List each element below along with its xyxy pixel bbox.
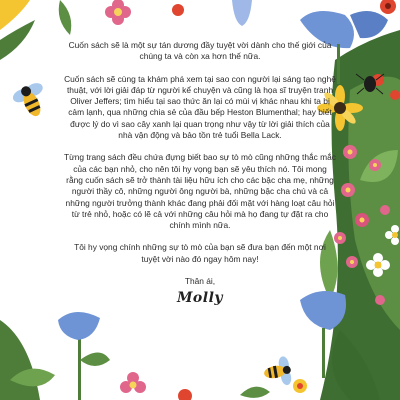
red-poppy-icon	[178, 389, 192, 400]
pink-flower-icon	[120, 372, 146, 393]
blue-flower-icon	[232, 0, 252, 26]
letter-paragraph: Cuốn sách sẽ là một sự tán dương đầy tuyệt vời dành cho thế giới của chúng ta và còn xa hơn thế nữa.	[68, 40, 332, 62]
bee-icon	[10, 80, 53, 123]
signature: Molly	[176, 290, 224, 307]
yellow-flower-icon	[293, 379, 307, 393]
red-poppy-icon	[172, 4, 184, 16]
letter-closing: Thân ái,	[184, 276, 216, 287]
letter-body	[64, 40, 336, 305]
bee-icon	[262, 355, 294, 388]
letter-paragraph: Tôi hy vọng chính những sự tò mò của bạn sẽ đưa bạn đến một nơi tuyệt vời nào đó ngay hôm nay!	[74, 242, 326, 264]
top-left-foliage	[0, 0, 71, 60]
letter-paragraph: Từng trang sách đều chứa đựng biết bao sự tò mò cũng những thắc mắc của các bạn nhỏ, cho nên tôi hy vọng bạn sẽ yêu thích nó. Tôi mong rằng cuốn sách sẽ trở thành tài liệu hữu ích cho các bậc cha mẹ, những người thầy cô, những người ông người bà, những bậc cha chú và cả những người trưởng thành khác đang phải đối mặt với hàng loạt câu hỏi từ trẻ nhỏ, hoặc có lẽ cả với những câu hỏi mà họ đang tự đặt ra cho chính mình nữa.	[64, 152, 336, 231]
bottom-left-foliage	[0, 320, 110, 400]
letter-paragraph: Cuốn sách sẽ cùng ta khám phá xem tại sao con người lại sáng tạo nghệ thuật, với lời giải đáp từ người kể chuyện và cũng là họa sĩ truyện tranh Oliver Jeffers; tìm hiểu tại sao thức ăn lại có mùi vị khác nhau khi ta bị cảm lạnh, qua những chia sẻ của đầu bếp Heston Blumenthal; hay biết được lý do vì sao cây xanh lại quan trọng như vậy từ lời giải thích của nhà vận động và bảo tồn trẻ tuổi Bella Lack.	[64, 73, 336, 141]
pink-flower-icon	[105, 0, 131, 25]
leaf-icon	[240, 387, 270, 398]
blue-flower-icon	[58, 312, 100, 340]
